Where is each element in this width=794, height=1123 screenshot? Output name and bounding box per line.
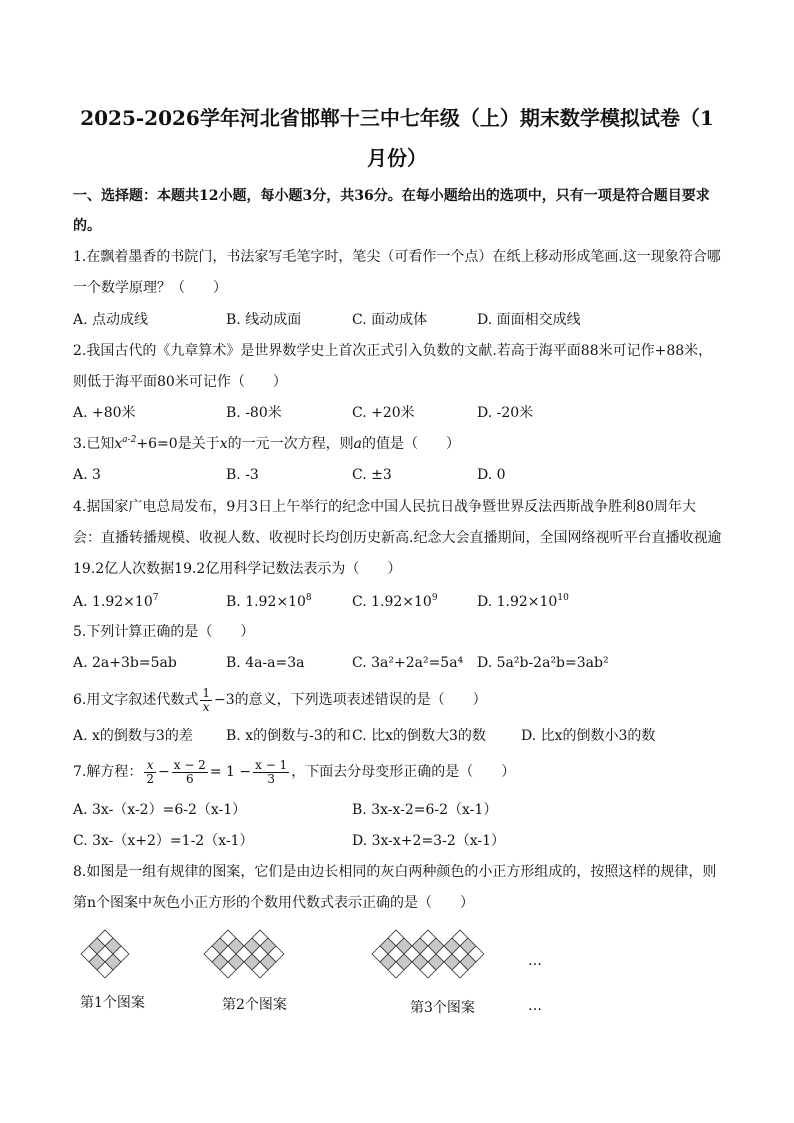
- figure-caption-1: 第1个图案: [80, 995, 145, 1011]
- figure-caption-3: 第3个图案: [410, 1000, 475, 1016]
- q7-fraction-2: $\frac{x - 2}{6}$: [173, 757, 206, 786]
- q4-stem-line3: 19.2亿人次数据19.2亿用科学记数法表示为（ ）: [73, 561, 402, 577]
- q7-fraction-3: $\frac{x - 1}{3}$: [255, 757, 288, 786]
- q4-option-c[interactable]: C. $1.92\times 10^9$: [352, 593, 438, 610]
- q5-stem: 5.下列计算正确的是（ ）: [73, 624, 255, 640]
- q5-option-c[interactable]: C. 3a²+2a²=5a⁴: [352, 655, 464, 671]
- q2-option-b[interactable]: B. -80米: [226, 405, 282, 421]
- q1-option-b[interactable]: B. 线动成面: [226, 312, 302, 328]
- q1-option-c[interactable]: C. 面动成体: [352, 312, 428, 328]
- q2-option-c[interactable]: C. +20米: [352, 405, 415, 421]
- q2-option-a[interactable]: A. +80米: [73, 405, 136, 421]
- figure-ellipsis-2: …: [528, 998, 542, 1014]
- page-title-line2: 月份）: [367, 146, 427, 170]
- q4-option-d[interactable]: D. $1.92\times 10^{10}$: [477, 593, 569, 610]
- q5-option-d[interactable]: D. 5a²b-2a²b=3ab²: [477, 655, 609, 671]
- q1-stem-line1: 1.在飘着墨香的书院门，书法家写毛笔字时，笔尖（可看作一个点）在纸上移动形成笔画.这一现象符合哪: [73, 249, 721, 265]
- page-title-line1: 2025-2026学年河北省邯郸十三中七年级（上）期末数学模拟试卷（1: [80, 106, 714, 130]
- q2-stem-line1: 2.我国古代的《九章算术》是世界数学史上首次正式引入负数的文献.若高于海平面88米可记作+88米，: [73, 343, 713, 359]
- q1-option-d[interactable]: D. 面面相交成线: [477, 312, 581, 328]
- figure-pattern-2: [196, 922, 308, 986]
- q1-option-a[interactable]: A. 点动成线: [73, 312, 149, 328]
- q6-option-d[interactable]: D. 比x的倒数小3的数: [521, 728, 656, 744]
- q2-option-d[interactable]: D. -20米: [477, 405, 534, 421]
- q6-option-a[interactable]: A. x的倒数与3的差: [73, 728, 193, 744]
- q3-option-b[interactable]: B. -3: [226, 467, 259, 483]
- q7-fraction-1: $\frac{x}{2}$: [146, 757, 154, 786]
- q4-stem-line2: 会：直播转播规模、收视人数、收视时长均创历史新高.纪念大会直播期间，全国网络视听平台直播收视逾: [73, 530, 722, 546]
- figure-caption-2: 第2个图案: [222, 997, 287, 1013]
- q3-option-d[interactable]: D. 0: [477, 467, 506, 483]
- q3-option-a[interactable]: A. 3: [73, 467, 101, 483]
- section-heading-cont: 的。: [73, 218, 101, 234]
- q3-option-c[interactable]: C. ±3: [352, 467, 392, 483]
- q6-fraction: $\frac{1}{x}$: [202, 685, 210, 714]
- figure-pattern-3: [364, 922, 524, 986]
- q7-stem: 7.解方程： $\frac{x}{2}$ − $\frac{x - 2}{6}$ = 1 − $\frac{x - 1}{3}$ ，下面去分母变形正确的是（ ）: [73, 757, 516, 786]
- q8-stem-line1: 8.如图是一组有规律的图案，它们是由边长相同的灰白两种颜色的小正方形组成的，按照这样的规律，则: [73, 864, 717, 880]
- q7-option-a[interactable]: A. 3x-（x-2）=6-2（x-1）: [73, 802, 247, 818]
- q8-stem-line2: 第n个图案中灰色小正方形的个数用代数式表示正确的是（ ）: [73, 895, 475, 911]
- q5-option-b[interactable]: B. 4a-a=3a: [226, 655, 305, 671]
- q4-stem-line1: 4.据国家广电总局发布，9月3日上午举行的纪念中国人民抗日战争暨世界反法西斯战争胜利80周年大: [73, 499, 696, 515]
- q6-option-b[interactable]: B. x的倒数与-3的和: [226, 728, 351, 744]
- q5-option-a[interactable]: A. 2a+3b=5ab: [73, 655, 177, 671]
- q4-option-b[interactable]: B. $1.92\times 10^8$: [226, 593, 312, 610]
- q2-stem-line2: 则低于海平面80米可记作（ ）: [73, 374, 287, 390]
- q6-stem: 6.用文字叙述代数式 $\frac{1}{x}$ −3的意义，下列选项表述错误的是（ ）: [73, 685, 487, 714]
- q4-option-a[interactable]: A. $1.92\times 10^7$: [73, 593, 159, 610]
- q7-option-b[interactable]: B. 3x-x-2=6-2（x-1）: [352, 802, 498, 818]
- q7-option-c[interactable]: C. 3x-（x+2）=1-2（x-1）: [73, 833, 254, 849]
- section-heading: 一、选择题：本题共12小题，每小题3分，共36分。在每小题给出的选项中，只有一项是符合题目要求: [73, 188, 710, 204]
- q7-option-d[interactable]: D. 3x-x+2=3-2（x-1）: [352, 833, 506, 849]
- q6-option-c[interactable]: C. 比x的倒数大3的数: [352, 728, 486, 744]
- q3-stem: 3.已知$x^{a-2}+6=0$是关于x的一元一次方程，则a的值是（ ）: [73, 435, 460, 452]
- q1-stem-line2: 一个数学原理？（ ）: [73, 280, 227, 296]
- figure-pattern-1: [73, 922, 137, 986]
- figure-ellipsis-1: …: [528, 953, 542, 969]
